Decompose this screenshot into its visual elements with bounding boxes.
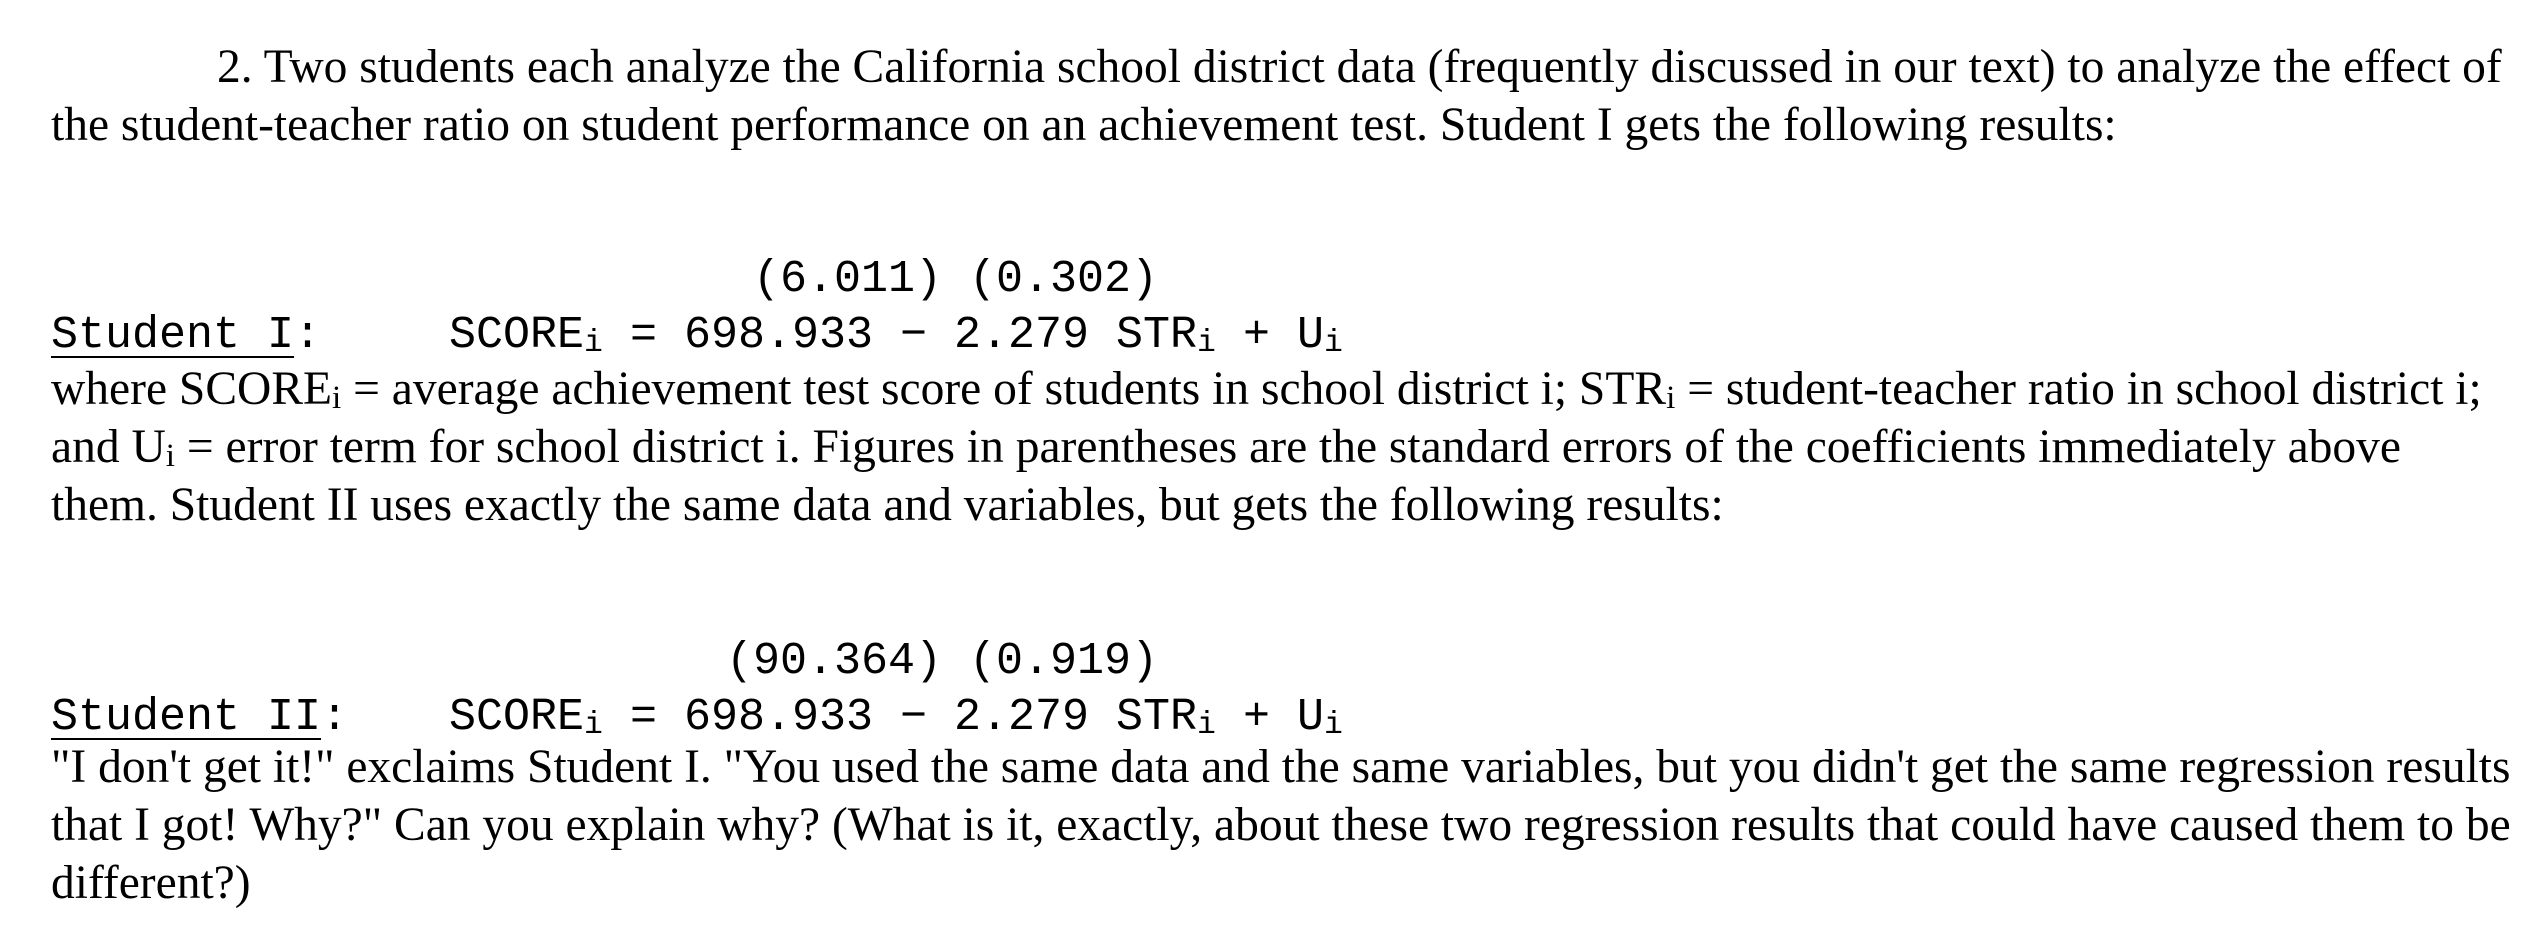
definitions-paragraph: where $SCORE_i$ = average achievement test score of students in school district i; $STR_i$ = student-teacher ratio in school district i; and $U_i$ = error term for school district i. Figures in parentheses are the standard errors of the coefficients immediately above them. Student II uses exactly the same data and variables, but gets the following results: [51,363,2482,531]
question-paragraph: "I don't get it!" exclaims Student I. "You used the same data and the same variables, but you didn't get the same regression results that I got! Why?" Can you explain why? (What is it, exactly, about these two regression results that could have caused them to be different?) [51,741,2511,909]
student2-standard-errors: (90.364) (0.919) [726,636,1159,687]
student1-label: Student I: [51,310,322,361]
student2-regression: $SCORE_i = 698.933 - 2.279$ $STR_i + U_i$ [449,692,1343,743]
student2-label: Student II: [51,692,349,743]
student1-standard-errors: (6.011) (0.302) [753,254,1159,305]
student1-regression: $SCORE_i = 698.933 - 2.279$ $STR_i + U_i$ [449,310,1343,361]
problem-intro: 2. Two students each analyze the California school district data (frequently discussed in our text) to analyze the effect of the student-teacher ratio on student performance on an achievement test. Student I gets the following results: [51,41,2502,151]
